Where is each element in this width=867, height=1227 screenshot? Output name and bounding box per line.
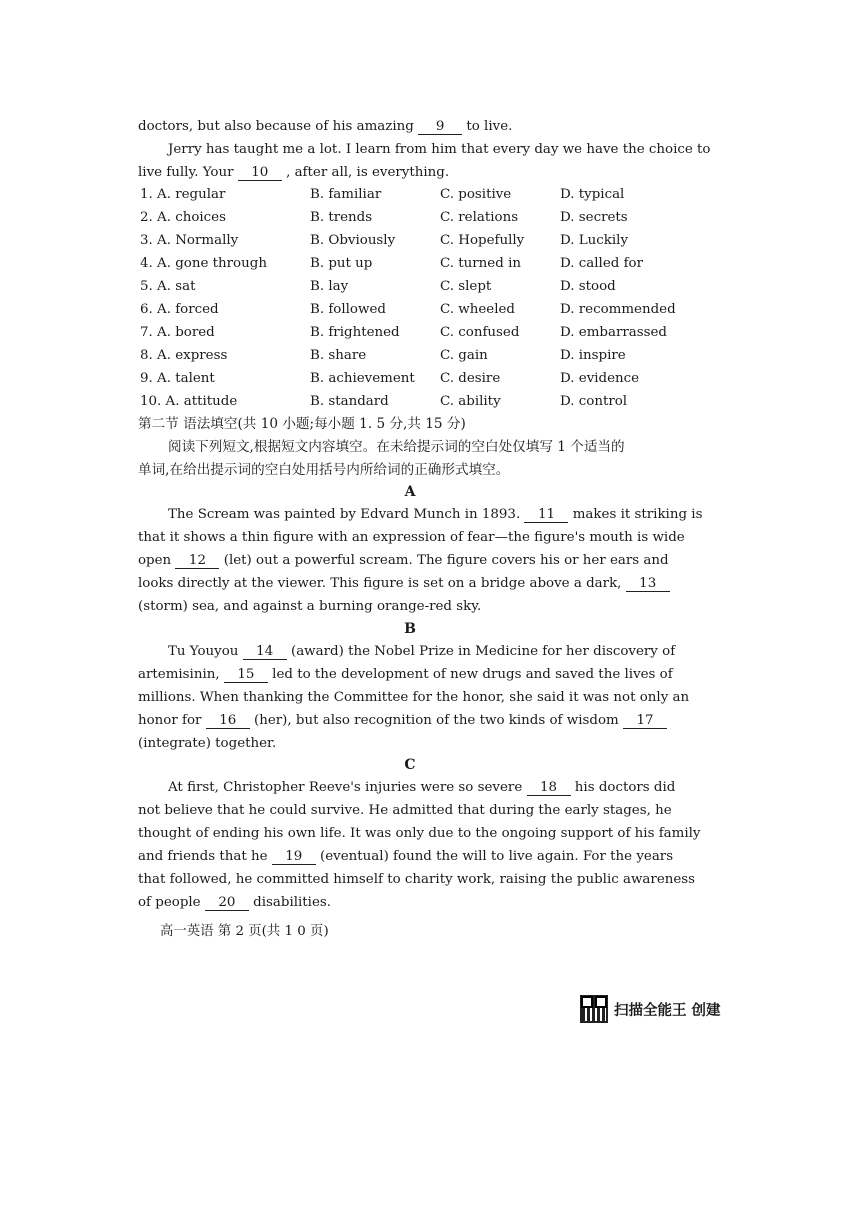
passage-c-line-2: not believe that he could survive. He admitted that during the early stages, he xyxy=(138,803,672,818)
passage-b-line-3: millions. When thanking the Committee for the honor, she said it was not only an xyxy=(138,690,690,705)
passage-b-line-4 xyxy=(138,712,673,730)
passage-a-line-1 xyxy=(168,506,703,524)
option-row-3 xyxy=(140,231,680,251)
passage-c-line-3: thought of ending his own life. It was only due to the ongoing support of his family xyxy=(138,826,701,841)
text: (her), but also recognition of the two kinds of wisdom xyxy=(253,713,619,728)
text: looks directly at the viewer. This figure is set on a bridge above a dark, xyxy=(138,576,622,591)
option-row-7 xyxy=(140,323,680,343)
option-c: C. turned in xyxy=(440,256,521,271)
option-c: C. desire xyxy=(440,371,501,386)
blank-17: 17 xyxy=(623,713,667,729)
option-c: C. Hopefully xyxy=(440,233,525,248)
option-a: 10. A. attitude xyxy=(140,394,238,409)
option-row-10 xyxy=(140,392,680,412)
option-d: D. secrets xyxy=(560,210,628,225)
option-c: C. ability xyxy=(440,394,501,409)
option-row-2 xyxy=(140,208,680,228)
passage-c-heading: C xyxy=(404,757,416,773)
instruction-line-1: 阅读下列短文,根据短文内容填空。在未给提示词的空白处仅填写 1 个适当的 xyxy=(168,439,625,455)
blank-9: 9 xyxy=(418,119,462,135)
passage-a-line-5: (storm) sea, and against a burning orange-red sky. xyxy=(138,599,482,614)
text: and friends that he xyxy=(138,849,268,864)
blank-10: 10 xyxy=(238,165,282,181)
blank-12: 12 xyxy=(175,553,219,569)
passage-c-line-1 xyxy=(168,779,676,797)
option-a: 6. A. forced xyxy=(140,302,219,317)
option-a: 9. A. talent xyxy=(140,371,215,386)
text: (let) out a powerful scream. The figure covers his or her ears and xyxy=(223,553,669,568)
option-b: B. frightened xyxy=(310,325,400,340)
text: doctors, but also because of his amazing xyxy=(138,119,414,134)
option-d: D. recommended xyxy=(560,302,676,317)
option-d: D. evidence xyxy=(560,371,640,386)
scanner-watermark xyxy=(580,994,730,1024)
option-b: B. familiar xyxy=(310,187,382,202)
blank-14: 14 xyxy=(243,644,287,660)
passage-b-line-2 xyxy=(138,666,673,684)
text: Tu Youyou xyxy=(168,644,239,659)
option-row-4 xyxy=(140,254,680,274)
passage-c-line-6 xyxy=(138,894,673,912)
option-d: D. inspire xyxy=(560,348,626,363)
option-c: C. wheeled xyxy=(440,302,515,317)
blank-16: 16 xyxy=(206,713,250,729)
blank-13: 13 xyxy=(626,576,670,592)
passage-c-line-4 xyxy=(138,848,673,866)
blank-11: 11 xyxy=(524,507,568,523)
option-b: B. followed xyxy=(310,302,386,317)
text: makes it striking is xyxy=(572,507,703,522)
blank-15: 15 xyxy=(224,667,268,683)
text: The Scream was painted by Edvard Munch in 1893. xyxy=(168,507,521,522)
page-footer: 高一英语 第 2 页(共 1 0 页) xyxy=(160,924,329,939)
option-c: C. relations xyxy=(440,210,519,225)
option-row-8 xyxy=(140,346,680,366)
text: live fully. Your xyxy=(138,165,234,180)
option-a: 2. A. choices xyxy=(140,210,226,225)
text: led to the development of new drugs and saved the lives of xyxy=(272,667,673,682)
option-b: B. Obviously xyxy=(310,233,396,248)
text: artemisinin, xyxy=(138,667,220,682)
passage-a-line-4 xyxy=(138,575,673,593)
option-a: 3. A. Normally xyxy=(140,233,239,248)
option-c: C. confused xyxy=(440,325,520,340)
option-a: 8. A. express xyxy=(140,348,228,363)
option-b: B. put up xyxy=(310,256,373,271)
text: to live. xyxy=(466,119,513,134)
text: disabilities. xyxy=(253,895,332,910)
passage-tail-line-3 xyxy=(138,164,673,182)
option-d: D. embarrassed xyxy=(560,325,667,340)
text: (eventual) found the will to live again. For the years xyxy=(320,849,674,864)
blank-18: 18 xyxy=(527,780,571,796)
blank-20: 20 xyxy=(205,895,249,911)
option-d: D. control xyxy=(560,394,628,409)
option-c: C. positive xyxy=(440,187,512,202)
passage-a-heading: A xyxy=(404,484,416,500)
option-d: D. Luckily xyxy=(560,233,629,248)
text: At first, Christopher Reeve's injuries were so severe xyxy=(168,780,523,795)
text: honor for xyxy=(138,713,202,728)
passage-b-line-5: (integrate) together. xyxy=(138,736,277,751)
text: (award) the Nobel Prize in Medicine for her discovery of xyxy=(290,644,676,659)
passage-b-heading: B xyxy=(404,621,416,637)
option-b: B. trends xyxy=(310,210,373,225)
option-b: B. standard xyxy=(310,394,389,409)
option-row-1 xyxy=(140,185,680,205)
instruction-line-2: 单词,在给出提示词的空白处用括号内所给词的正确形式填空。 xyxy=(138,462,510,478)
passage-c-line-5: that followed, he committed himself to charity work, raising the public awareness xyxy=(138,872,696,887)
option-a: 5. A. sat xyxy=(140,279,196,294)
text: open xyxy=(138,553,172,568)
text: of people xyxy=(138,895,201,910)
qr-code-icon xyxy=(580,995,608,1023)
option-d: D. typical xyxy=(560,187,625,202)
option-d: D. stood xyxy=(560,279,616,294)
passage-tail-line-1 xyxy=(138,118,673,136)
option-b: B. share xyxy=(310,348,367,363)
option-row-5 xyxy=(140,277,680,297)
option-row-9 xyxy=(140,369,680,389)
passage-a-line-3 xyxy=(138,552,673,570)
option-b: B. lay xyxy=(310,279,349,294)
text: his doctors did xyxy=(574,780,676,795)
option-b: B. achievement xyxy=(310,371,415,386)
option-a: 4. A. gone through xyxy=(140,256,267,271)
passage-a-line-2: that it shows a thin figure with an expression of fear—the figure's mouth is wide xyxy=(138,530,685,545)
passage-tail-line-2: Jerry has taught me a lot. I learn from him that every day we have the choice to xyxy=(168,142,711,157)
text: , after all, is everything. xyxy=(286,165,450,180)
blank-19: 19 xyxy=(272,849,316,865)
option-c: C. slept xyxy=(440,279,492,294)
option-d: D. called for xyxy=(560,256,643,271)
option-row-6 xyxy=(140,300,680,320)
section-title: 第二节 语法填空(共 10 小题;每小题 1. 5 分,共 15 分) xyxy=(138,416,466,432)
watermark-text: 扫描全能王 创建 xyxy=(614,1002,721,1019)
option-a: 1. A. regular xyxy=(140,187,226,202)
passage-b-line-1 xyxy=(168,643,676,661)
option-c: C. gain xyxy=(440,348,488,363)
option-a: 7. A. bored xyxy=(140,325,215,340)
